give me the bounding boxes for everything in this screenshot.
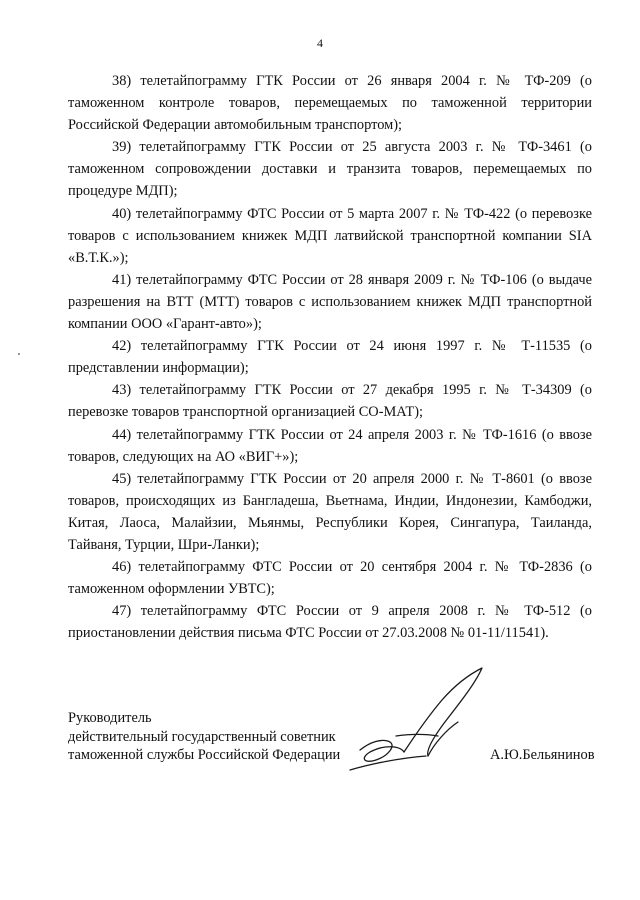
- list-item-40: 40) телетайпограмму ФТС России от 5 марта 2007 г. № ТФ-422 (о перевозке товаров с использованием книжек МДП латвийской транспортной компании SIA «В.Т.К.»);: [68, 205, 592, 266]
- signatory-position: Руководитель: [68, 710, 152, 726]
- signatory-rank-line1: действительный государственный советник: [68, 728, 336, 745]
- signatory-title: [68, 709, 340, 765]
- list-item-38: 38) телетайпограмму ГТК России от 26 января 2004 г. № ТФ-209 (о таможенном контроле товаров, перемещаемых по таможенной территории Российской Федерации автомобильным транспортом);: [68, 73, 592, 134]
- list-item-44: 44) телетайпограмму ГТК России от 24 апреля 2003 г. № ТФ-1616 (о ввозе товаров, следующих на АО «ВИГ+»);: [68, 426, 592, 465]
- signatory-name: А.Ю.Бельянинов: [490, 747, 595, 763]
- list-item-43: 43) телетайпограмму ГТК России от 27 декабря 1995 г. № Т-34309 (о перевозке товаров транспортной организацией СО-МАТ);: [68, 382, 592, 421]
- scan-speck: [18, 353, 20, 355]
- page-number: 4: [317, 36, 323, 50]
- document-body: [68, 70, 592, 644]
- list-item-46: 46) телетайпограмму ФТС России от 20 сентября 2004 г. № ТФ-2836 (о таможенном оформлении УВТС);: [68, 559, 592, 598]
- signatory-rank-line2: таможенной службы Российской Федерации: [68, 747, 341, 763]
- list-item-39: 39) телетайпограмму ГТК России от 25 августа 2003 г. № ТФ-3461 (о таможенном сопровождении доставки и транзита товаров, перемещаемых по процедуре МДП);: [68, 139, 592, 200]
- list-item-41: 41) телетайпограмму ФТС России от 28 января 2009 г. № ТФ-106 (о выдаче разрешения на ВТТ (МТТ) товаров с использованием книжек МДП транспортной компании ООО «Гарант-авто»);: [68, 271, 592, 333]
- list-item-42: 42) телетайпограмму ГТК России от 24 июня 1997 г. № Т-11535 (о представлении информации);: [68, 338, 592, 377]
- handwritten-signature: [330, 660, 510, 790]
- list-item-47: 47) телетайпограмму ФТС России от 9 апреля 2008 г. № ТФ-512 (о приостановлении действия письма ФТС России от 27.03.2008 № 01-11/11541).: [68, 603, 592, 642]
- list-item-45: 45) телетайпограмму ГТК России от 20 апреля 2000 г. № Т-8601 (о ввозе товаров, происходящих из Бангладеша, Вьетнама, Индии, Индонезии, Камбоджи, Китая, Лаоса, Малайзии, Мьянмы, Республики Корея, Сингапура, Таиланда, Тайваня, Турции, Шри-Ланки);: [68, 470, 592, 553]
